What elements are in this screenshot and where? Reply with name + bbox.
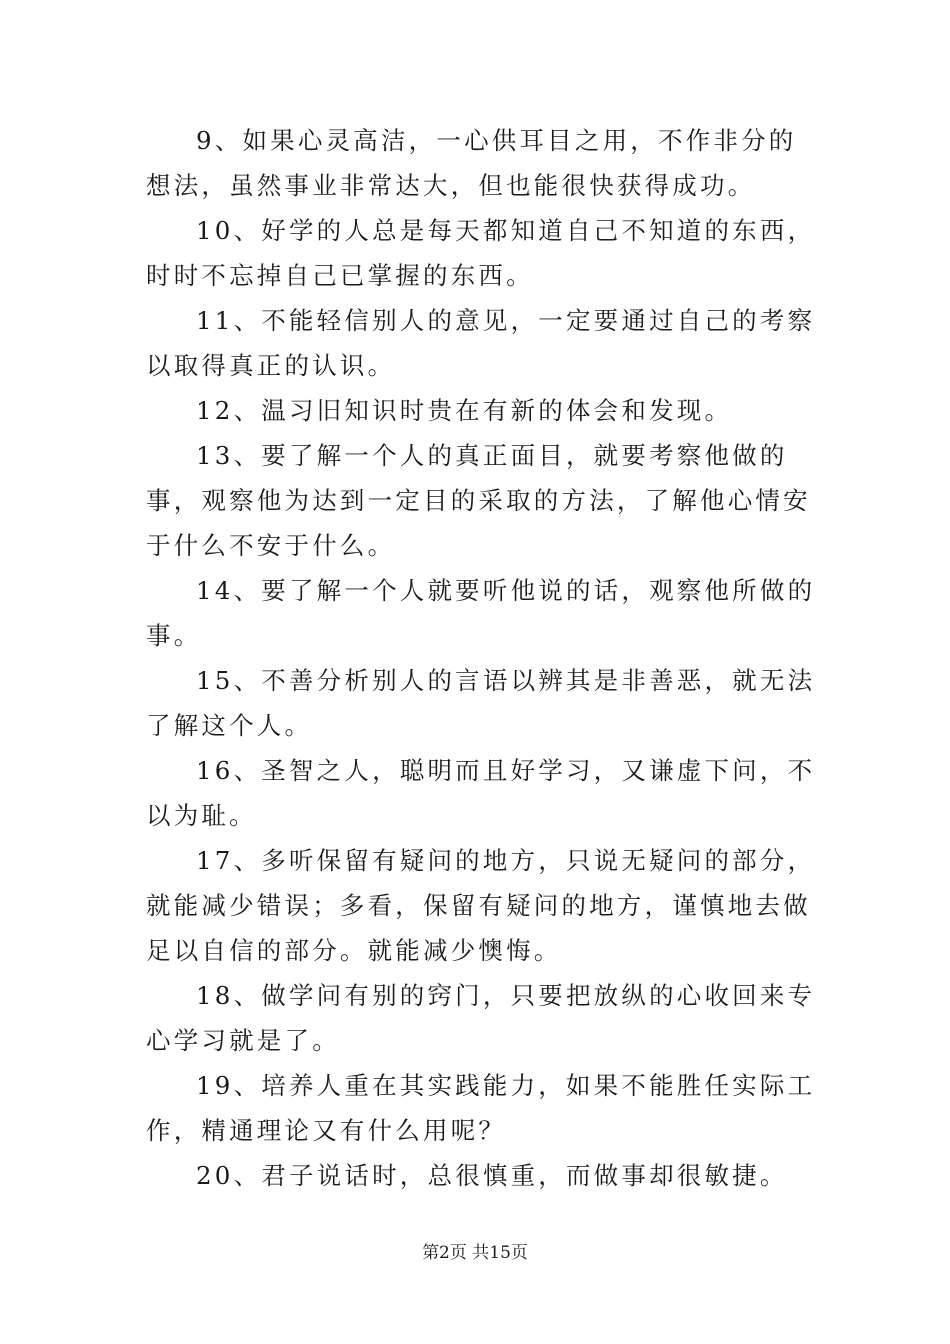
document-body bbox=[146, 118, 816, 1198]
paragraph-14: 14、要了解一个人就要听他说的话，观察他所做的事。 bbox=[146, 576, 816, 650]
paragraph-16: 16、圣智之人，聪明而且好学习，又谦虚下问，不以为耻。 bbox=[146, 756, 816, 830]
paragraph-15: 15、不善分析别人的言语以辨其是非善恶，就无法了解这个人。 bbox=[146, 666, 816, 740]
page-number-footer: 第2页 共15页 bbox=[422, 1243, 528, 1263]
paragraph-12: 12、温习旧知识时贵在有新的体会和发现。 bbox=[196, 396, 733, 425]
paragraph-17: 17、多听保留有疑问的地方，只说无疑问的部分，就能减少错误；多看，保留有疑问的地方，谨慎地去做足以自信的部分。就能减少懊悔。 bbox=[146, 846, 816, 965]
paragraph-9: 9、如果心灵高洁，一心供耳目之用，不作非分的想法，虽然事业非常达大，但也能很快获得成功。 bbox=[146, 126, 797, 200]
paragraph-19: 19、培养人重在其实践能力，如果不能胜任实际工作，精通理论又有什么用呢？ bbox=[146, 1071, 816, 1145]
paragraph-10: 10、好学的人总是每天都知道自己不知道的东西，时时不忘掉自己已掌握的东西。 bbox=[146, 216, 816, 290]
paragraph-18: 18、做学问有别的窍门，只要把放纵的心收回来专心学习就是了。 bbox=[146, 981, 816, 1055]
paragraph-11: 11、不能轻信别人的意见，一定要通过自己的考察以取得真正的认识。 bbox=[146, 306, 816, 380]
paragraph-20: 20、君子说话时，总很慎重，而做事却很敏捷。 bbox=[196, 1161, 788, 1190]
paragraph-13: 13、要了解一个人的真正面目，就要考察他做的事，观察他为达到一定目的采取的方法，了解他心情安于什么不安于什么。 bbox=[146, 441, 811, 560]
